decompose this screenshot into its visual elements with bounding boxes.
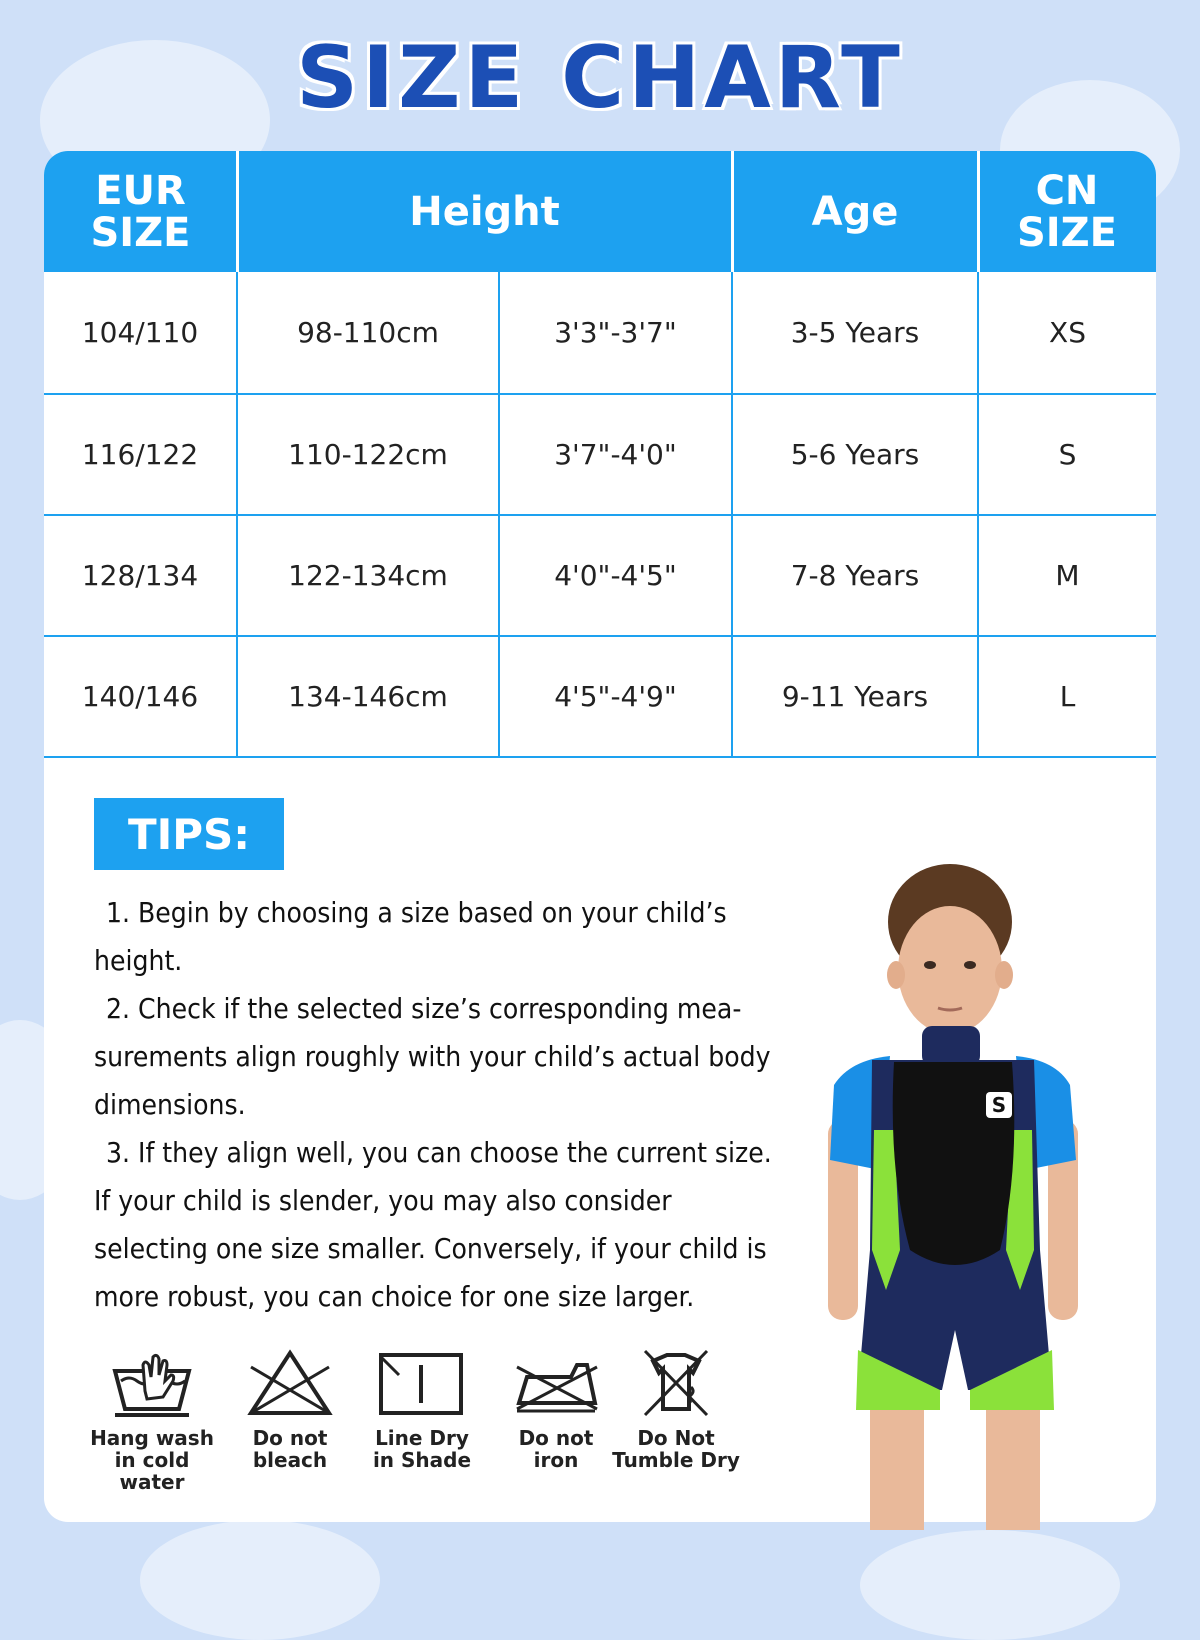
cell-eur-size: 104/110 [81, 316, 199, 349]
header-age: Age [811, 188, 899, 235]
cell-cn-size: S [1058, 438, 1077, 471]
care-label: Line Dry in Shade [372, 1426, 472, 1472]
care-label: Do not iron [518, 1426, 594, 1472]
cell-height-cm: 134-146cm [288, 680, 448, 713]
header-divider [977, 151, 980, 272]
care-no-iron [486, 1347, 626, 1471]
cell-height-cm: 98-110cm [297, 316, 439, 349]
background-shape [140, 1520, 380, 1640]
cell-age: 9-11 Years [781, 680, 929, 713]
cell-age: 5-6 Years [790, 438, 920, 471]
header-divider [731, 151, 734, 272]
care-label: Hang wash in cold water [90, 1426, 214, 1494]
cell-cn-size: XS [1049, 316, 1086, 349]
care-no-bleach [220, 1347, 360, 1471]
cell-height-ft: 4'0"-4'5" [554, 559, 677, 592]
cell-age: 7-8 Years [790, 559, 920, 592]
tip-item: 3. If they align well, you can choose the current size. If your child is slender, you may also consider selecting one size smaller. Conversely, if your child is more robust, you can choice for one size larger. [94, 1136, 772, 1313]
line-dry-shade-icon [377, 1347, 467, 1419]
page-title: SIZE CHART [296, 28, 904, 128]
cell-eur-size: 128/134 [81, 559, 199, 592]
care-label: Do not bleach [252, 1426, 328, 1472]
care-no-tumble-dry [606, 1347, 746, 1471]
cell-height-cm: 122-134cm [288, 559, 448, 592]
no-tumble-dry-icon [631, 1347, 721, 1419]
cell-height-ft: 4'5"-4'9" [554, 680, 677, 713]
tip-item: 1. Begin by choosing a size based on your child’s height. [94, 896, 727, 977]
care-hand-wash [82, 1347, 222, 1493]
tip-item: 2. Check if the selected size’s corresponding mea-surements align roughly with your child’s actual body dimensions. [94, 992, 771, 1121]
header-height: Height [409, 188, 560, 235]
cell-height-ft: 3'7"-4'0" [554, 438, 677, 471]
cell-eur-size: 140/146 [81, 680, 199, 713]
care-line-dry-shade [352, 1347, 492, 1471]
cell-cn-size: M [1055, 559, 1080, 592]
hand-wash-icon [107, 1347, 197, 1419]
background-shape [860, 1530, 1120, 1640]
header-cn-size: CN SIZE [1016, 167, 1118, 256]
care-label: Do Not Tumble Dry [612, 1426, 740, 1472]
wetsuit-logo: S [991, 1093, 1007, 1117]
cell-age: 3-5 Years [790, 316, 920, 349]
cell-eur-size: 116/122 [81, 438, 199, 471]
header-eur-size: EUR SIZE [90, 167, 191, 256]
tips-heading: TIPS: [94, 798, 284, 870]
child-wetsuit-illustration [790, 690, 1120, 1530]
cell-height-cm: 110-122cm [288, 438, 448, 471]
header-divider [236, 151, 239, 272]
tips-list [94, 889, 784, 1321]
no-iron-icon [511, 1347, 601, 1419]
cell-height-ft: 3'3"-3'7" [554, 316, 677, 349]
no-bleach-icon [245, 1347, 335, 1419]
cell-cn-size: L [1059, 680, 1076, 713]
face-shape [898, 906, 1002, 1034]
